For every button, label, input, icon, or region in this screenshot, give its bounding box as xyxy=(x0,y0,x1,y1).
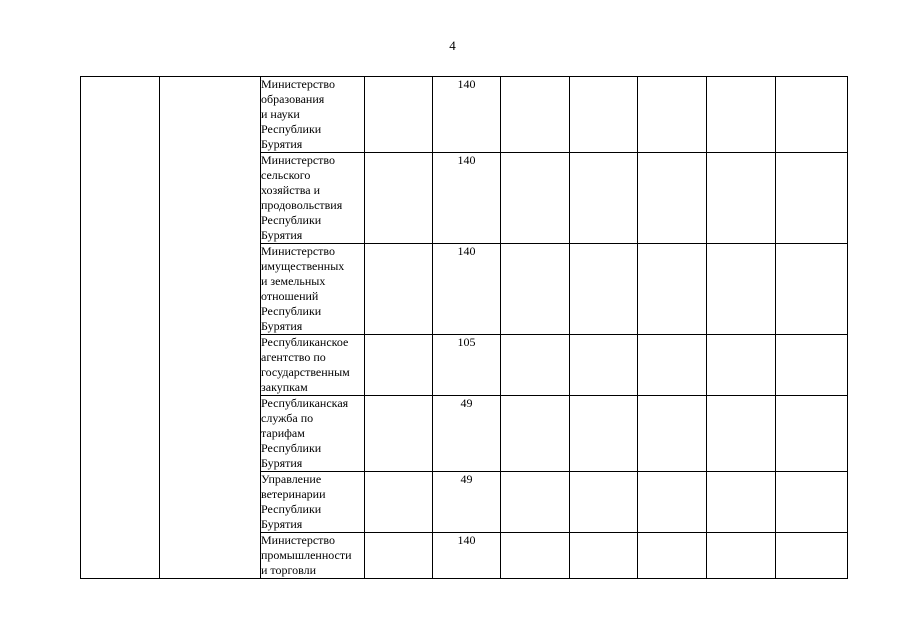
blank-cell xyxy=(638,396,707,472)
value-cell: 49 xyxy=(433,472,501,533)
blank-cell xyxy=(570,77,638,153)
value-cell: 105 xyxy=(433,335,501,396)
blank-cell xyxy=(365,396,433,472)
blank-cell xyxy=(638,153,707,244)
value-cell: 140 xyxy=(433,533,501,579)
blank-cell xyxy=(501,244,570,335)
value-cell: 49 xyxy=(433,396,501,472)
blank-cell xyxy=(365,77,433,153)
blank-cell xyxy=(365,533,433,579)
blank-cell xyxy=(638,533,707,579)
blank-cell xyxy=(707,396,776,472)
blank-cell xyxy=(707,153,776,244)
blank-cell xyxy=(707,244,776,335)
blank-cell xyxy=(638,472,707,533)
table-row xyxy=(81,77,848,153)
blank-cell xyxy=(570,533,638,579)
blank-cell xyxy=(776,244,848,335)
blank-cell xyxy=(501,153,570,244)
blank-cell xyxy=(501,77,570,153)
blank-cell xyxy=(776,153,848,244)
blank-cell xyxy=(501,533,570,579)
blank-cell xyxy=(707,77,776,153)
value-cell: 140 xyxy=(433,77,501,153)
blank-cell xyxy=(638,335,707,396)
blank-cell xyxy=(570,396,638,472)
blank-cell xyxy=(365,335,433,396)
value-cell: 140 xyxy=(433,153,501,244)
blank-cell xyxy=(776,335,848,396)
blank-cell xyxy=(81,77,160,579)
blank-cell xyxy=(365,153,433,244)
organization-cell: Республиканское агентство по государственным закупкам xyxy=(261,335,365,396)
blank-cell xyxy=(707,335,776,396)
organization-cell: Министерство образования и науки Республики Бурятия xyxy=(261,77,365,153)
organization-cell: Министерство сельского хозяйства и продовольствия Республики Бурятия xyxy=(261,153,365,244)
organization-cell: Министерство имущественных и земельных отношений Республики Бурятия xyxy=(261,244,365,335)
organization-cell: Управление ветеринарии Республики Бурятия xyxy=(261,472,365,533)
blank-cell xyxy=(776,533,848,579)
blank-cell xyxy=(501,396,570,472)
blank-cell xyxy=(501,472,570,533)
blank-cell xyxy=(570,153,638,244)
blank-cell xyxy=(570,472,638,533)
page-number: 4 xyxy=(449,38,456,53)
blank-cell xyxy=(776,472,848,533)
blank-cell xyxy=(638,244,707,335)
blank-cell xyxy=(365,472,433,533)
organization-cell: Министерство промышленности и торговли xyxy=(261,533,365,579)
blank-cell xyxy=(365,244,433,335)
blank-cell xyxy=(776,396,848,472)
blank-cell xyxy=(638,77,707,153)
blank-cell xyxy=(501,335,570,396)
blank-cell xyxy=(570,244,638,335)
organization-cell: Республиканская служба по тарифам Республики Бурятия xyxy=(261,396,365,472)
blank-cell xyxy=(707,472,776,533)
data-table xyxy=(80,76,848,579)
value-cell: 140 xyxy=(433,244,501,335)
blank-cell xyxy=(570,335,638,396)
blank-cell xyxy=(776,77,848,153)
blank-cell xyxy=(707,533,776,579)
blank-cell xyxy=(160,77,261,579)
